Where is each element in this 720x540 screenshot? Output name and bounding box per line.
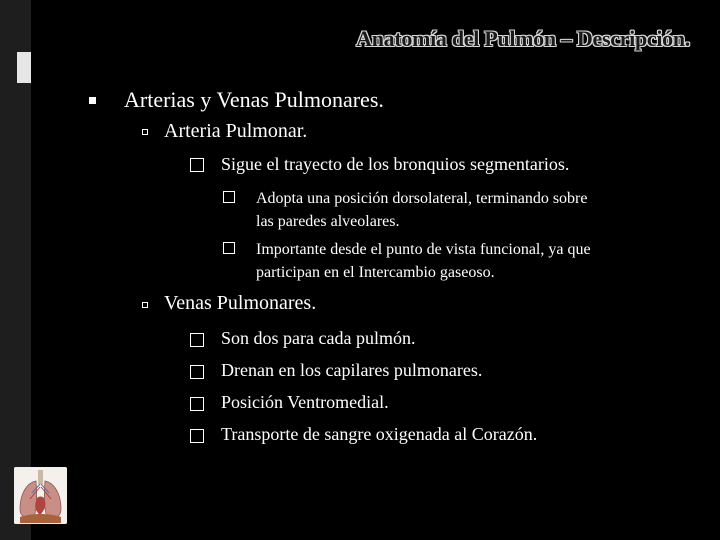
bullet-item-level4: Importante desde el punto de vista funcional, ya que <box>256 241 591 258</box>
bullet-box-icon <box>190 365 204 379</box>
lung-anatomy-illustration-icon <box>14 467 67 524</box>
bullet-item-level2: Arteria Pulmonar. <box>164 120 308 142</box>
bullet-item-level3: Posición Ventromedial. <box>221 392 389 412</box>
bullet-item-level3: Drenan en los capilares pulmonares. <box>221 360 483 380</box>
bullet-box-icon <box>190 397 204 411</box>
bullet-item-level4-continuation: participan en el Intercambio gaseoso. <box>256 264 495 281</box>
bullet-box-icon <box>223 191 235 203</box>
bullet-item-level3: Sigue el trayecto de los bronquios segmentarios. <box>221 154 570 174</box>
bullet-box-icon <box>223 242 235 254</box>
bullet-item-level3: Son dos para cada pulmón. <box>221 328 416 348</box>
slide-title: Anatomía del Pulmón – Descripción. <box>356 26 690 51</box>
bullet-item-level4: Adopta una posición dorsolateral, terminando sobre <box>256 190 588 207</box>
bullet-item-level3: Transporte de sangre oxigenada al Corazón. <box>221 424 538 444</box>
bullet-hollow-square-icon <box>142 129 148 135</box>
slide-side-mark <box>17 52 31 83</box>
bullet-item-level2: Venas Pulmonares. <box>164 292 317 314</box>
bullet-item-level4-continuation: las paredes alveolares. <box>256 213 400 230</box>
bullet-item-level1: Arterias y Venas Pulmonares. <box>124 87 384 112</box>
bullet-box-icon <box>190 429 204 443</box>
bullet-box-icon <box>190 333 204 347</box>
bullet-filled-square-icon <box>89 97 96 104</box>
bullet-box-icon <box>190 158 204 172</box>
bullet-hollow-square-icon <box>142 302 148 308</box>
